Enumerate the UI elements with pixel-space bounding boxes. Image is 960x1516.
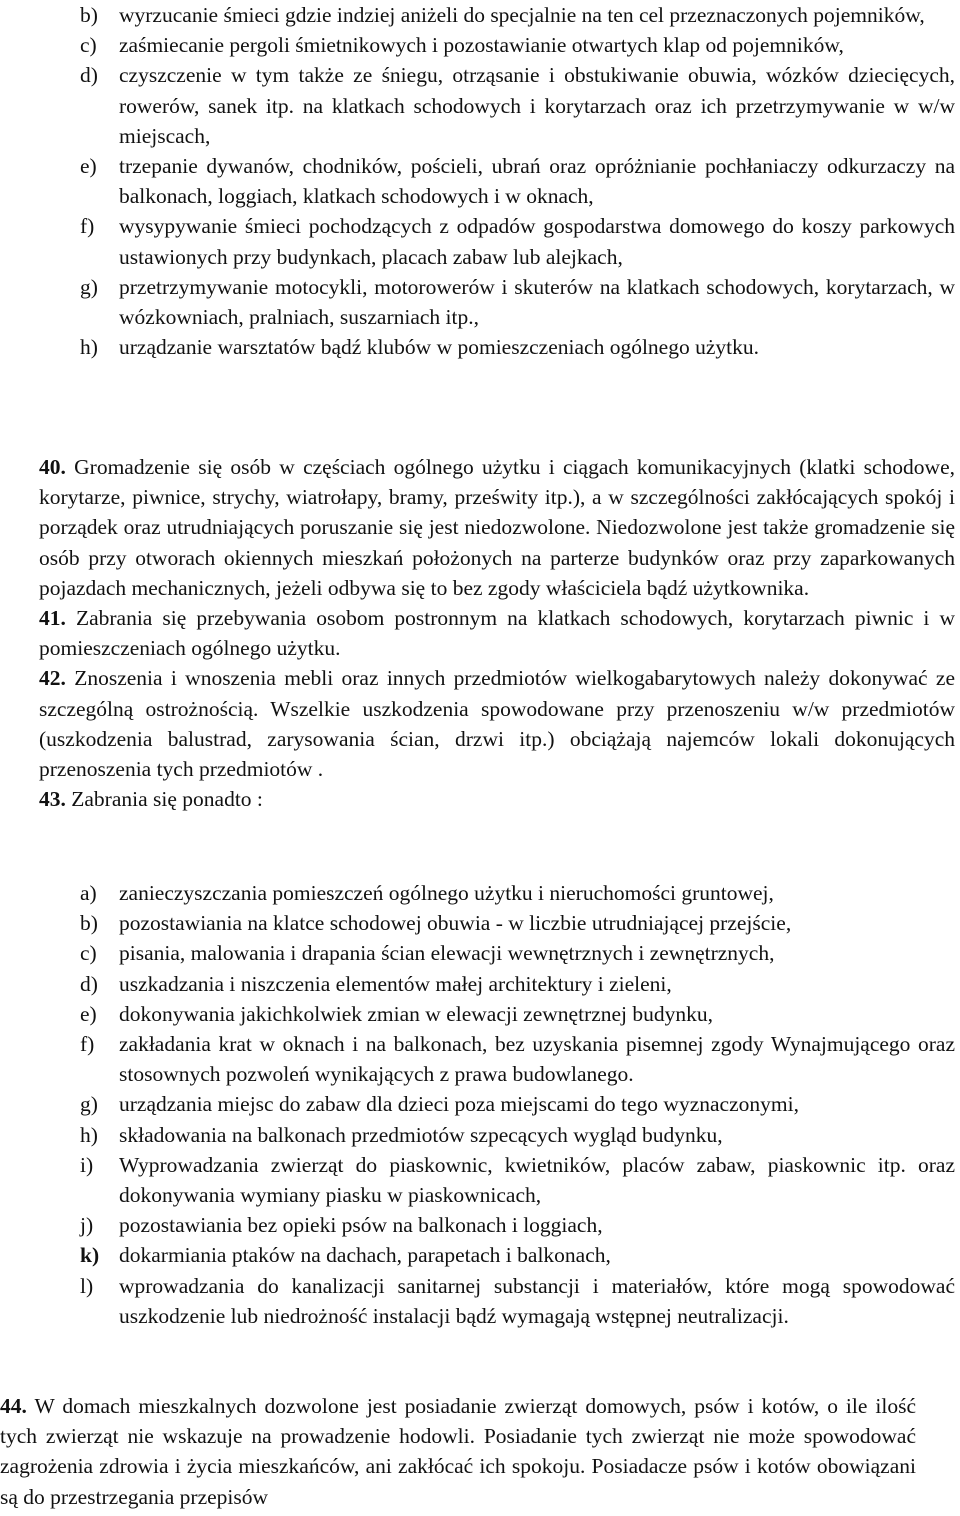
- list-item-text: pisania, malowania i drapania ścian elewacji wewnętrznych i zewnętrznych,: [119, 941, 775, 966]
- list-item-label: l): [80, 1273, 94, 1298]
- list-item-label: d): [80, 63, 98, 88]
- list-item-text: pozostawiania bez opieki psów na balkonach i loggiach,: [119, 1213, 603, 1238]
- list-item-text: wprowadzania do kanalizacji sanitarnej substancji i materiałów, które mogą spowodować uszkodzenie lub niedrożność instalacji bądź wymagają wstępnej neutralizacji.: [119, 1273, 955, 1328]
- section-text: Zabrania się przebywania osobom postronnym na klatkach schodowych, korytarzach piwnic i w pomieszczeniach ogólnego użytku.: [39, 606, 955, 661]
- list-item: [0, 878, 955, 908]
- list-item: [0, 211, 955, 271]
- list-item: [0, 332, 955, 362]
- list-item: [0, 272, 955, 332]
- list-item-label: h): [80, 1122, 98, 1147]
- list-item-text: wyrzucanie śmieci gdzie indziej aniżeli do specjalnie na ten cel przeznaczonych pojemników,: [119, 3, 925, 27]
- list-item-label: e): [80, 1001, 97, 1026]
- list-item-text: przetrzymywanie motocykli, motorowerów i skuterów na klatkach schodowych, korytarzach, w wózkowniach, pralniach, suszarniach itp.,: [119, 274, 955, 330]
- section-number: 44.: [0, 1394, 27, 1418]
- list-item: [0, 938, 955, 968]
- section-number: 41.: [39, 606, 66, 631]
- list-item: [0, 908, 955, 938]
- list-item: [0, 60, 955, 151]
- list-item-text: urządzanie warsztatów bądź klubów w pomieszczeniach ogólnego użytku.: [119, 335, 759, 360]
- list-item: [0, 30, 955, 60]
- list-item: [0, 999, 955, 1029]
- section-43: [39, 784, 955, 814]
- list-item-label: k): [80, 1243, 100, 1268]
- section-text: W domach mieszkalnych dozwolone jest posiadanie zwierząt domowych, psów i kotów, o ile ilość tych zwierząt nie wskazuje na prowadzenie hodowli. Posiadanie tych zwierząt nie może spowodować zagrożenia zdrowia i życia mieszkańców, ani zakłócać ich spokoju. Posiadacze psów i kotów obowiązani są do przestrzegania przepisów: [0, 1394, 916, 1509]
- list-item-label: g): [80, 1092, 98, 1117]
- list-item-text: zakładania krat w oknach i na balkonach, bez uzyskania pisemnej zgody Wynajmującego oraz stosownych pozwoleń wynikających z prawa budowlanego.: [119, 1032, 955, 1087]
- list-item-label: d): [80, 971, 98, 996]
- list-item-text: uszkadzania i niszczenia elementów małej architektury i zieleni,: [119, 971, 672, 996]
- list-item-text: zanieczyszczania pomieszczeń ogólnego użytku i nieruchomości gruntowej,: [119, 881, 774, 905]
- list-item: [0, 151, 955, 211]
- list-item-label: c): [80, 941, 97, 966]
- section-text: Gromadzenie się osób w częściach ogólnego użytku i ciągach komunikacyjnych (klatki schodowe, korytarze, piwnice, strychy, wiatrołapy, bramy, prześwity itp.), a w szczególności zakłócających spokój i porządek oraz utrudniających poruszanie się jest niedozwolone. Niedozwolone jest także gromadzenie się osób przy otworach okiennych mieszkań położonych na parterze budynków oraz przy zaparkowanych pojazdach mechanicznych, jeżeli odbywa się to bez zgody właściciela bądź użytkownika.: [39, 455, 955, 600]
- list-item-label: h): [80, 335, 98, 360]
- list-item-label: b): [80, 911, 98, 936]
- list-item-label: i): [80, 1152, 94, 1177]
- section-number: 43.: [39, 787, 66, 812]
- section-42: [39, 663, 955, 784]
- list-item: [0, 969, 955, 999]
- list-item-text: pozostawiania na klatce schodowej obuwia - w liczbie utrudniającej przejście,: [119, 911, 792, 936]
- list-item-text: zaśmiecanie pergoli śmietnikowych i pozostawianie otwartych klap od pojemników,: [119, 33, 844, 58]
- list-item-label: b): [80, 3, 98, 27]
- list-item-label: f): [80, 1032, 95, 1057]
- list-item: [0, 1089, 955, 1119]
- list-item: [0, 1029, 955, 1089]
- list-item-text: trzepanie dywanów, chodników, pościeli, ubrań oraz opróżnianie pochłaniaczy odkurzaczy na balkonach, loggiach, klatkach schodowych i w oknach,: [119, 154, 955, 209]
- section-40: [39, 452, 955, 603]
- list-item: [0, 1210, 955, 1240]
- list-item-label: j): [80, 1213, 94, 1238]
- list-item-label: g): [80, 274, 98, 299]
- list-item-text: Wyprowadzania zwierząt do piaskownic, kwietników, placów zabaw, piaskownic itp. oraz dokonywania wymiany piasku w piaskownicach,: [119, 1152, 955, 1208]
- list-item-text: urządzania miejsc do zabaw dla dzieci poza miejscami do tego wyznaczonymi,: [119, 1092, 799, 1117]
- list-item-label: c): [80, 33, 97, 58]
- section-41: [39, 603, 955, 663]
- list-item: [0, 1150, 955, 1210]
- list-item-text: dokonywania jakichkolwiek zmian w elewacji zewnętrznej budynku,: [119, 1001, 714, 1026]
- list-item-label: e): [80, 154, 97, 179]
- section-44: [0, 1391, 916, 1512]
- list-item: [0, 1271, 955, 1331]
- section-number: 40.: [39, 455, 66, 479]
- list-item-label: a): [80, 881, 97, 905]
- prohibitions-list-2: [0, 878, 955, 1331]
- list-item-text: czyszczenie w tym także ze śniegu, otrząsanie i obstukiwanie obuwia, wózków dziecięcych, rowerów, sanek itp. na klatkach schodowych i korytarzach oraz ich przetrzymywanie w w/w miejscach,: [119, 63, 955, 148]
- list-item-text: wysypywanie śmieci pochodzących z odpadów gospodarstwa domowego do koszy parkowych ustawionych przy budynkach, placach zabaw lub alejkach,: [119, 214, 955, 269]
- section-text: Zabrania się ponadto :: [65, 787, 263, 812]
- list-item-text: składowania na balkonach przedmiotów szpecących wygląd budynku,: [119, 1122, 723, 1147]
- sections-40-43: [0, 452, 955, 814]
- list-item: [0, 0, 955, 30]
- section-number: 42.: [39, 666, 66, 691]
- list-item: [0, 1240, 955, 1270]
- prohibitions-list-1: [0, 0, 955, 362]
- list-item-label: f): [80, 214, 95, 239]
- list-item: [0, 1120, 955, 1150]
- section-text: Znoszenia i wnoszenia mebli oraz innych przedmiotów wielkogabarytowych należy dokonywać ze szczególną ostrożnością. Wszelkie uszkodzenia spowodowane przy przenoszeniu w/w przedmiotów (uszkodzenia balustrad, zarysowania ścian, drzwi itp.) obciążają najemców lokali dokonujących przenoszenia tych przedmiotów .: [39, 666, 955, 782]
- section-44-block: [0, 1391, 916, 1512]
- list-item-text: dokarmiania ptaków na dachach, parapetach i balkonach,: [119, 1243, 611, 1268]
